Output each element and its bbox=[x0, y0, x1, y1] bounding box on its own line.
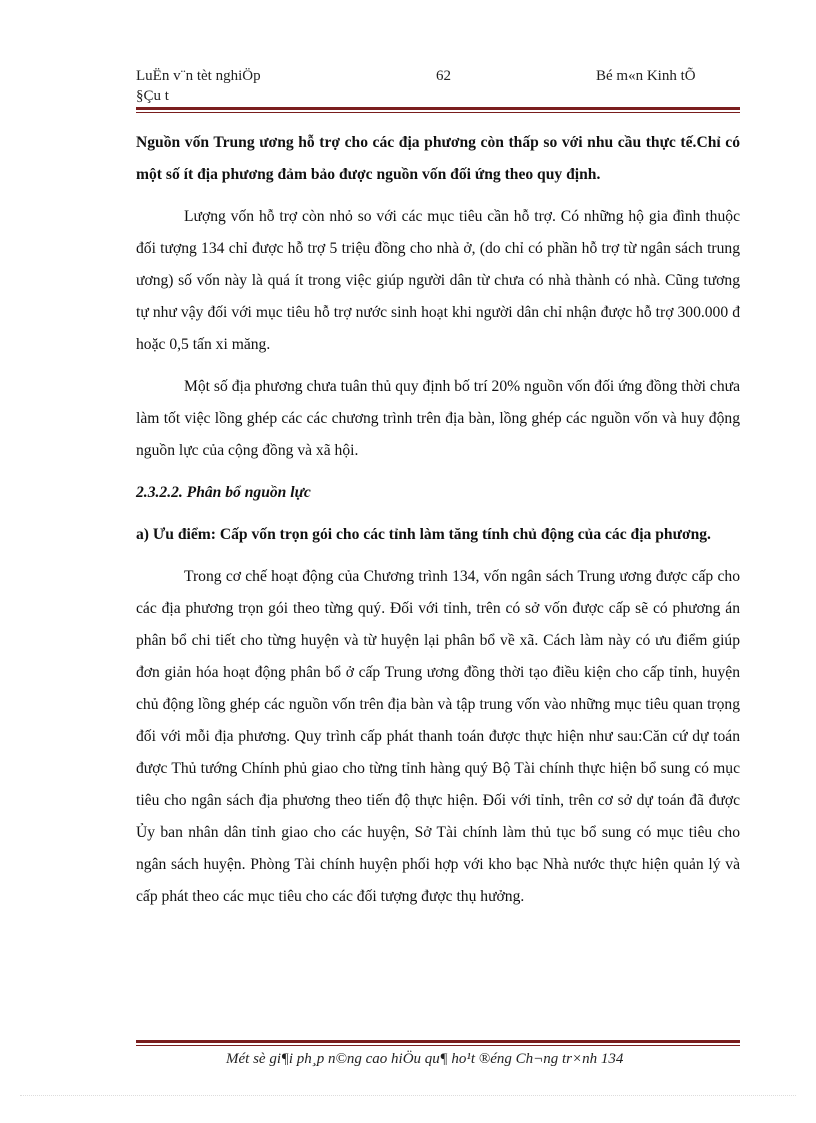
header-right: Bé m«n Kinh tÕ bbox=[596, 68, 696, 84]
paragraph-2: Lượng vốn hỗ trợ còn nhỏ so với các mục tiêu cần hỗ trợ. Có những hộ gia đình thuộc đối tượng 134 chỉ được hỗ trợ 5 triệu đồng cho nhà ở, (do chỉ có phần hỗ trợ từ ngân sách trung ương) số vốn này là quá ít trong việc giúp người dân từ chưa có nhà thành có nhà. Cũng tương tự như vậy đối với mục tiêu hỗ trợ nước sinh hoạt khi người dân chỉ nhận được hỗ trợ 300.000 đ hoặc 0,5 tấn xi măng. bbox=[136, 208, 740, 353]
paragraph-3: Một số địa phương chưa tuân thủ quy định bố trí 20% nguồn vốn đối ứng đồng thời chưa làm tốt việc lồng ghép các các chương trình trên địa bàn, lồng ghép các nguồn vốn và huy động nguồn lực của cộng đồng và xã hội. bbox=[136, 378, 740, 459]
page-break-line bbox=[20, 1095, 796, 1096]
footer-text: Mét sè gi¶i ph¸p n©ng cao hiÖu qu¶ ho¹t ®éng Ch¬ng tr×nh 134 bbox=[226, 1051, 624, 1067]
header-left: LuËn v¨n tèt nghiÖp bbox=[136, 68, 261, 84]
paragraph-1: Nguồn vốn Trung ương hỗ trợ cho các địa phương còn thấp so với nhu cầu thực tế.Chỉ có một số ít địa phương đảm bảo được nguồn vốn đối ứng theo quy định. bbox=[136, 134, 740, 183]
paragraph-4: a) Ưu điểm: Cấp vốn trọn gói cho các tỉnh làm tăng tính chủ động của các địa phương. bbox=[136, 526, 711, 543]
footer-rule bbox=[136, 1040, 740, 1043]
paragraph-5: Trong cơ chế hoạt động của Chương trình 134, vốn ngân sách Trung ương được cấp cho các địa phương trọn gói theo từng quý. Đối với tỉnh, trên có sở vốn được cấp sẽ có phương án phân bổ chi tiết cho từng huyện và từ huyện lại phân bổ về xã. Cách làm này có ưu điểm giúp đơn giản hóa hoạt động phân bổ ở cấp Trung ương đồng thời tạo điều kiện cho cấp tỉnh, huyện chủ động lồng ghép các nguồn vốn trên địa bàn và tập trung vốn vào những mục tiêu quan trọng đối với mỗi địa phương. Quy trình cấp phát thanh toán được thực hiện như sau:Căn cứ dự toán được Thủ tướng Chính phủ giao cho từng tỉnh hàng quý Bộ Tài chính thực hiện bổ sung có mục tiêu cho ngân sách địa phương theo tiến độ thực hiện. Đối với tỉnh, trên cơ sở dự toán đã được Ủy ban nhân dân tỉnh giao cho các huyện, Sở Tài chính làm thủ tục bổ sung có mục tiêu cho ngân sách huyện. Phòng Tài chính huyện phối hợp với kho bạc Nhà nước thực hiện quản lý và cấp phát theo các mục tiêu cho các đối tượng được thụ hưởng. bbox=[136, 568, 740, 905]
section-heading: 2.3.2.2. Phân bổ nguồn lực bbox=[136, 484, 311, 501]
footer-rule-thin bbox=[136, 1045, 740, 1046]
header-rule bbox=[136, 107, 740, 110]
document-body bbox=[136, 127, 740, 913]
header-rule-thin bbox=[136, 112, 740, 113]
page-number: 62 bbox=[436, 68, 451, 84]
header-subline: §Çu t bbox=[136, 88, 169, 104]
